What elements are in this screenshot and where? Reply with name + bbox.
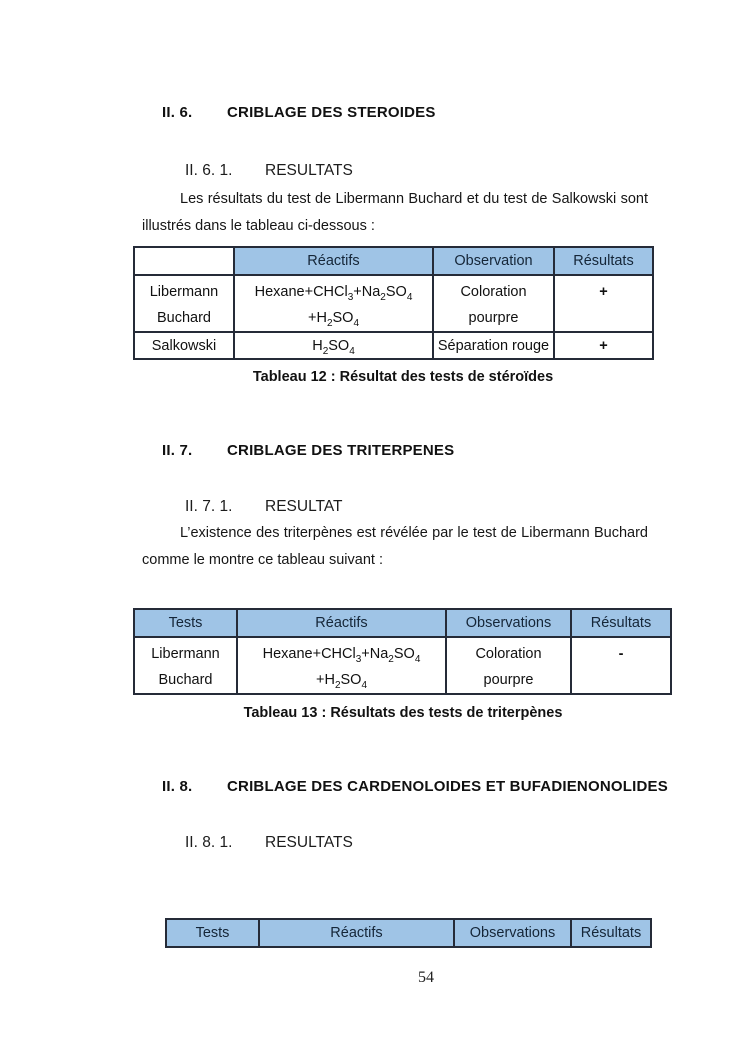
table-triterpenes: [133, 608, 672, 695]
table-header-cell: Résultats: [571, 919, 651, 947]
table-header-cell: [134, 247, 234, 275]
table-row: [134, 332, 653, 359]
table-cell-reactifs: $Hexane+CHCl_3+Na_2SO_4 +H_2SO_4$: [234, 275, 433, 332]
table-cell-resultat: +: [554, 332, 653, 359]
table-steroides: [133, 246, 654, 360]
table-cell-test: Libermann Buchard: [134, 637, 237, 694]
table-header-row: [134, 609, 671, 637]
table-header-cell: Résultats: [571, 609, 671, 637]
section-number: II. 8.: [162, 778, 193, 795]
section-number: II. 6.: [162, 104, 193, 121]
section-title: CRIBLAGE DES STEROIDES: [227, 104, 436, 121]
subsection-heading-6-1: [185, 162, 353, 180]
page-number: 54: [418, 969, 434, 986]
table-cardenolides: [165, 918, 652, 948]
table-row: [134, 637, 671, 694]
table-header-cell: Réactifs: [259, 919, 454, 947]
table-cell-resultat: +: [554, 275, 653, 332]
table-header-cell: Réactifs: [234, 247, 433, 275]
table-header-cell: Résultats: [554, 247, 653, 275]
subsection-title: RESULTATS: [265, 162, 353, 179]
section-number: II. 7.: [162, 442, 193, 459]
table-cell-observation: Coloration pourpre: [446, 637, 571, 694]
table-row: [134, 275, 653, 332]
section-title: CRIBLAGE DES TRITERPENES: [227, 442, 455, 459]
table-header-cell: Observations: [446, 609, 571, 637]
table-header-cell: Tests: [166, 919, 259, 947]
table-cell-resultat: -: [571, 637, 671, 694]
table-cell-test: Libermann Buchard: [134, 275, 234, 332]
subsection-title: RESULTAT: [265, 498, 343, 515]
table-header-row: [134, 247, 653, 275]
subsection-heading-8-1: [185, 834, 353, 852]
subsection-number: II. 7. 1.: [185, 498, 233, 515]
table-cell-observation: Coloration pourpre: [433, 275, 554, 332]
section-title: CRIBLAGE DES CARDENOLOIDES ET BUFADIENONOLIDES: [227, 778, 668, 795]
table-header-cell: Tests: [134, 609, 237, 637]
section-heading-6: [162, 104, 436, 122]
table-cell-observation: Séparation rouge: [433, 332, 554, 359]
table-header-cell: Réactifs: [237, 609, 446, 637]
paragraph-steroides: Les résultats du test de Libermann Buchard et du test de Salkowski sont illustrés dans le tableau ci-dessous :: [142, 191, 648, 234]
section-heading-8: [162, 778, 668, 796]
table-cell-reactifs: $Hexane+CHCl_3+Na_2SO_4 +H_2SO_4$: [237, 637, 446, 694]
section-heading-7: [162, 442, 454, 460]
subsection-title: RESULTATS: [265, 834, 353, 851]
table-header-cell: Observations: [454, 919, 571, 947]
subsection-number: II. 6. 1.: [185, 162, 233, 179]
table-cell-reactifs: $H_2SO_4$: [234, 332, 433, 359]
subsection-heading-7-1: [185, 498, 343, 516]
table-header-cell: Observation: [433, 247, 554, 275]
table-cell-test: Salkowski: [134, 332, 234, 359]
table-header-row: [166, 919, 651, 947]
table-caption-12: Tableau 12 : Résultat des tests de stéroïdes: [252, 369, 554, 385]
table-caption-13: Tableau 13 : Résultats des tests de triterpènes: [243, 705, 563, 721]
subsection-number: II. 8. 1.: [185, 834, 233, 851]
paragraph-triterpenes: L’existence des triterpènes est révélée par le test de Libermann Buchard comme le montre ce tableau suivant :: [142, 525, 648, 568]
